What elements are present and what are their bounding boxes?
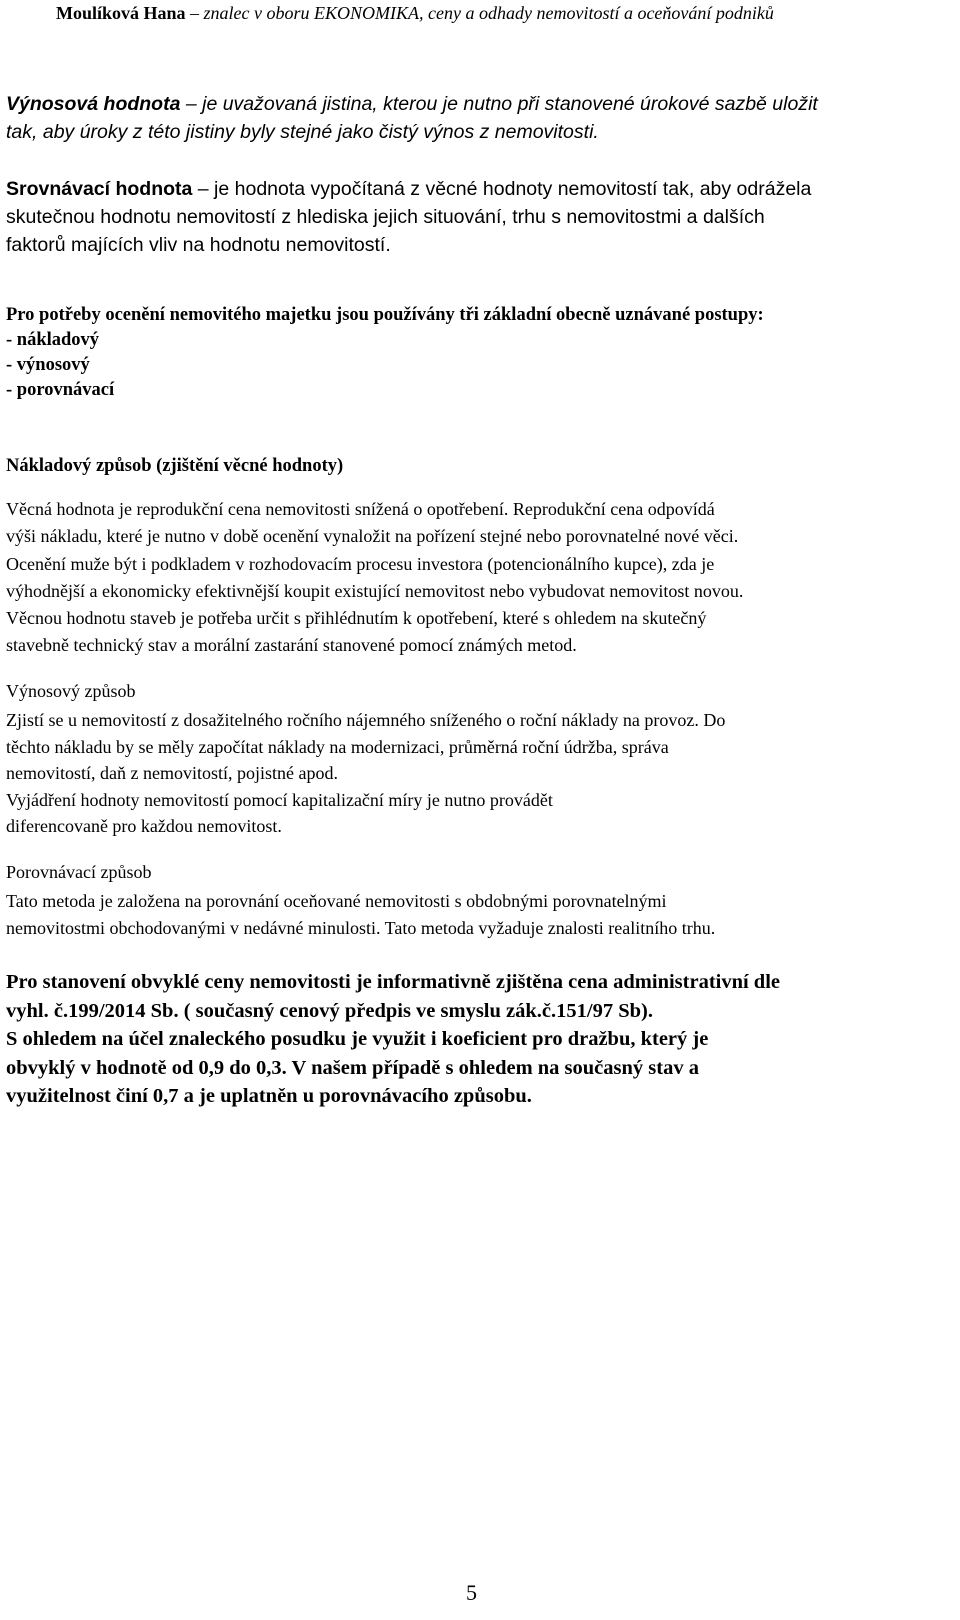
text-line: nemovitostí, daň z nemovitostí, pojistné apod. — [6, 763, 338, 783]
vynosovy-heading: Výnosový způsob — [6, 681, 136, 701]
srovnavaci-line-1: – je hodnota vypočítaná z věcné hodnoty nemovitostí tak, aby odrážela — [192, 178, 812, 200]
text-line: nemovitostmi obchodovanými v nedávné minulosti. Tato metoda vyžaduje znalosti realitního trhu. — [6, 918, 716, 938]
srovnavaci-line-3: faktorů majících vliv na hodnotu nemovitostí. — [6, 234, 391, 256]
text-line: Tato metoda je založena na porovnání oceňované nemovitosti s obdobnými porovnatelnými — [6, 891, 667, 911]
header-subtitle: – znalec v oboru EKONOMIKA, ceny a odhady nemovitostí a oceňování podniků — [190, 3, 774, 23]
text-line: těchto nákladu by se měly započítat náklady na modernizaci, průměrná roční údržba, správa — [6, 736, 669, 757]
text-line: S ohledem na účel znaleckého posudku je využit i koeficient pro dražbu, který je — [6, 1028, 709, 1050]
vynosova-hodnota-paragraph — [6, 90, 954, 146]
text-line: výši nákladu, které je nutno v době ocenění vynaložit na pořízení stejné nebo porovnatelné nové věci. — [6, 526, 739, 547]
text-line: Věcná hodnota je reprodukční cena nemovitosti snížená o opotřebení. Reprodukční cena odpovídá — [6, 499, 715, 519]
text-line: Ocenění muže být i podkladem v rozhodovacím procesu investora (potencionálního kupce), zda je — [6, 553, 715, 574]
vynosovy-paragraph — [6, 707, 954, 840]
text-line: využitelnost činí 0,7 a je uplatněn u porovnávacího způsobu. — [6, 1085, 532, 1107]
text-line: stavebně technický stav a morální zastarání stanovené pomocí známých metod. — [6, 635, 577, 656]
text-line: vyhl. č.199/2014 Sb. ( současný cenový předpis ve smyslu zák.č.151/97 Sb). — [6, 999, 653, 1022]
list-item: - výnosový — [6, 355, 90, 375]
text-line: Pro stanovení obvyklé ceny nemovitosti je informativně zjištěna cena administrativní dle — [6, 971, 781, 993]
page-number: 5 — [466, 1580, 477, 1605]
final-statement — [6, 968, 954, 1111]
page-header — [56, 3, 916, 24]
nakladovy-paragraph — [6, 496, 954, 660]
porovnavaci-heading: Porovnávací způsob — [6, 862, 152, 882]
vynosova-line-1: – je uvažovaná jistina, kterou je nutno při stanovené úrokové sazbě uložit — [180, 93, 818, 115]
postupy-paragraph — [6, 303, 954, 403]
srovnavaci-term: Srovnávací hodnota — [6, 178, 193, 200]
text-line: obvyklý v hodnotě od 0,9 do 0,3. V našem případě s ohledem na současný stav a — [6, 1056, 699, 1079]
header-name: Moulíková Hana — [56, 3, 186, 23]
porovnavaci-paragraph — [6, 888, 954, 942]
text-line: diferencovaně pro každou nemovitost. — [6, 816, 282, 836]
srovnavaci-hodnota-paragraph — [6, 175, 954, 259]
list-item: - nákladový — [6, 330, 100, 350]
text-line: Věcnou hodnotu staveb je potřeba určit s přihlédnutím k opotřebení, které s ohledem na skutečný — [6, 608, 707, 629]
list-item: - porovnávací — [6, 380, 115, 400]
nakladovy-heading: Nákladový způsob (zjištění věcné hodnoty) — [6, 456, 344, 476]
srovnavaci-line-2: skutečnou hodnotu nemovitostí z hlediska jejich situování, trhu s nemovitostmi a dalších — [6, 206, 765, 228]
text-line: výhodnější a ekonomicky efektivnější koupit existující nemovitost nebo vybudovat nemovitost novou. — [6, 580, 744, 601]
text-line: Vyjádření hodnoty nemovitostí pomocí kapitalizační míry je nutno provádět — [6, 789, 553, 810]
postupy-intro: Pro potřeby ocenění nemovitého majetku jsou používány tři základní obecně uznávané postupy: — [6, 305, 764, 325]
text-line: Zjistí se u nemovitostí z dosažitelného ročního nájemného sníženého o roční náklady na provoz. Do — [6, 710, 726, 730]
vynosova-line-2: tak, aby úroky z této jistiny byly stejné jako čistý výnos z nemovitosti. — [6, 121, 599, 143]
vynosova-term: Výnosová hodnota — [6, 93, 181, 115]
